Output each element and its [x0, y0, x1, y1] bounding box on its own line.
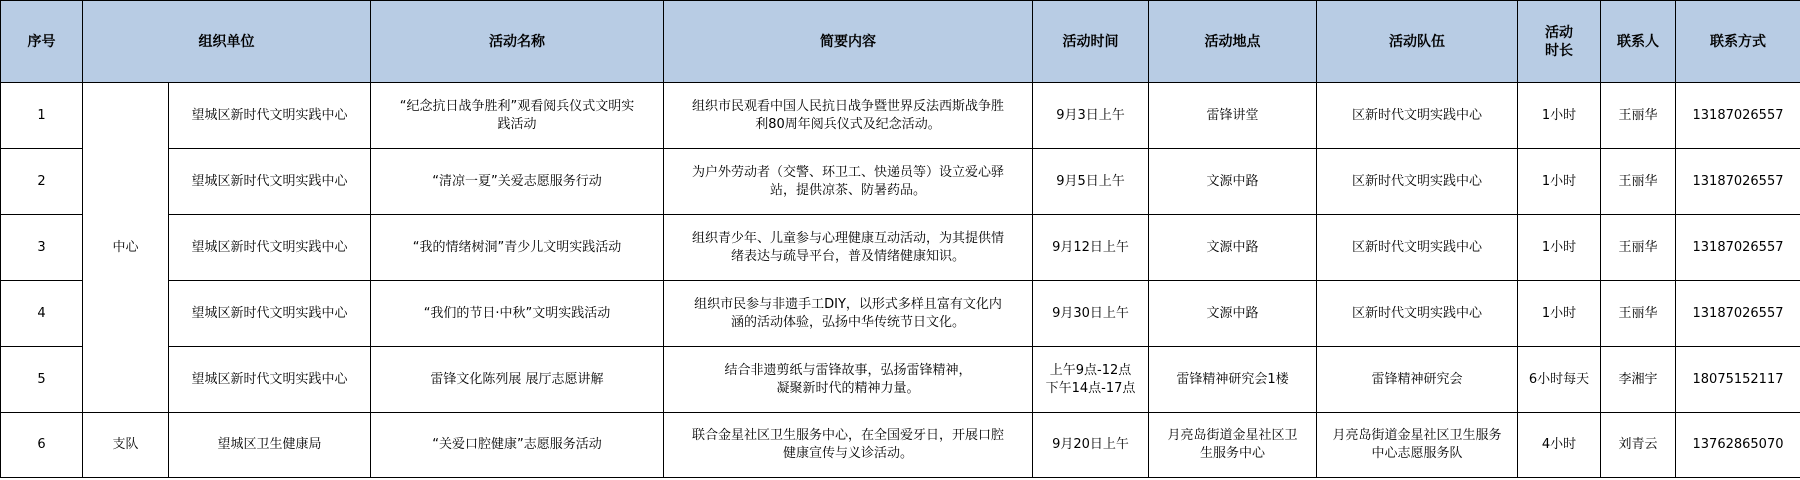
cell-content: [664, 281, 1033, 347]
cell-team-line2: 中心志愿服务队: [1371, 446, 1463, 461]
cell-duration: 4小时: [1518, 413, 1601, 478]
cell-content: [664, 83, 1033, 149]
cell-seq: 5: [1, 347, 83, 413]
cell-activity-name: [371, 83, 664, 149]
cell-content-line1: 为户外劳动者（交警、环卫工、快递员等）设立爱心驿: [691, 164, 1004, 180]
cell-activity-name: [371, 149, 664, 215]
cell-duration: 1小时: [1518, 281, 1601, 347]
cell-team-line1: 雷锋精神研究会: [1371, 371, 1463, 387]
header-row: [1, 1, 1800, 83]
cell-team: [1317, 215, 1518, 281]
cell-time-line1: 9月30日上午: [1052, 305, 1129, 321]
cell-place: [1149, 83, 1317, 149]
cell-time: [1033, 215, 1149, 281]
cell-org: 望城区新时代文明实践中心: [169, 149, 371, 215]
cell-activity-name-line1: “我们的节日·中秋”文明实践活动: [423, 305, 611, 321]
cell-org: 望城区新时代文明实践中心: [169, 215, 371, 281]
cell-group-center: 中心: [83, 83, 169, 413]
cell-activity-name-line1: “纪念抗日战争胜利”观看阅兵仪式文明实: [399, 98, 635, 114]
cell-place-line1: 雷锋精神研究会1楼: [1176, 371, 1289, 387]
cell-org: 望城区新时代文明实践中心: [169, 281, 371, 347]
cell-content-line2: 涵的活动体验，弘扬中华传统节日文化。: [730, 314, 965, 330]
cell-team-line1: 区新时代文明实践中心: [1351, 107, 1482, 123]
cell-time-line1: 9月3日上午: [1056, 107, 1125, 123]
header-time: 活动时间: [1033, 1, 1149, 83]
cell-seq: 6: [1, 413, 83, 478]
header-activity-name: 活动名称: [371, 1, 664, 83]
cell-content: [664, 149, 1033, 215]
cell-place-line1: 月亮岛街道金星社区卫: [1167, 428, 1298, 443]
cell-place: [1149, 281, 1317, 347]
cell-org: 望城区新时代文明实践中心: [169, 83, 371, 149]
cell-content: [664, 413, 1033, 478]
cell-phone: 13187026557: [1676, 281, 1800, 347]
cell-time-line1: 9月12日上午: [1052, 239, 1129, 255]
cell-duration: 6小时每天: [1518, 347, 1601, 413]
cell-time-line1: 9月5日上午: [1056, 173, 1125, 189]
cell-team-line1: 区新时代文明实践中心: [1351, 305, 1482, 321]
cell-contact: 刘青云: [1601, 413, 1676, 478]
table-row: [1, 215, 1800, 281]
cell-phone: 13762865070: [1676, 413, 1800, 478]
cell-activity-name: [371, 281, 664, 347]
cell-phone: 13187026557: [1676, 83, 1800, 149]
cell-team: [1317, 347, 1518, 413]
cell-contact: 李湘宇: [1601, 347, 1676, 413]
header-duration-line1: 活动: [1545, 24, 1573, 41]
cell-activity-name: [371, 413, 664, 478]
header-duration-line2: 时长: [1545, 42, 1573, 59]
cell-time: [1033, 83, 1149, 149]
cell-duration: 1小时: [1518, 149, 1601, 215]
cell-place-line1: 文源中路: [1206, 239, 1259, 255]
cell-time-line2: 下午14点-17点: [1045, 380, 1136, 396]
cell-content-line1: 组织青少年、儿童参与心理健康互动活动，为其提供情: [691, 230, 1004, 246]
cell-seq: 3: [1, 215, 83, 281]
header-team: 活动队伍: [1317, 1, 1518, 83]
cell-contact: 王丽华: [1601, 215, 1676, 281]
cell-place-line2: 生服务中心: [1199, 446, 1265, 461]
cell-content-line1: 联合金星社区卫生服务中心，在全国爱牙日，开展口腔: [691, 428, 1004, 443]
table-row: [1, 281, 1800, 347]
cell-contact: 王丽华: [1601, 149, 1676, 215]
cell-activity-name-line1: “我的情绪树洞”青少儿文明实践活动: [412, 239, 622, 255]
cell-phone: 13187026557: [1676, 215, 1800, 281]
cell-group-detachment: 支队: [83, 413, 169, 478]
cell-place-line1: 文源中路: [1206, 173, 1259, 189]
header-org: 组织单位: [83, 1, 371, 83]
table-row: [1, 83, 1800, 149]
cell-seq: 2: [1, 149, 83, 215]
cell-activity-name-line1: 雷锋文化陈列展 展厅志愿讲解: [430, 371, 604, 387]
cell-place: [1149, 149, 1317, 215]
cell-content: [664, 347, 1033, 413]
cell-team: [1317, 149, 1518, 215]
cell-duration: 1小时: [1518, 83, 1601, 149]
cell-team-line1: 区新时代文明实践中心: [1351, 239, 1482, 255]
cell-team: [1317, 413, 1518, 478]
header-phone: 联系方式: [1676, 1, 1800, 83]
cell-activity-name-line1: “清凉一夏”关爱志愿服务行动: [432, 173, 602, 189]
cell-place-line1: 雷锋讲堂: [1206, 107, 1259, 123]
cell-activity-name-line2: 践活动: [497, 116, 537, 132]
cell-content-line2: 绪表达与疏导平台，普及情绪健康知识。: [730, 248, 965, 264]
table-row: [1, 347, 1800, 413]
cell-team-line1: 区新时代文明实践中心: [1351, 173, 1482, 189]
cell-seq: 1: [1, 83, 83, 149]
table-row: [1, 413, 1800, 478]
cell-activity-name: [371, 347, 664, 413]
cell-place: [1149, 413, 1317, 478]
cell-time: [1033, 281, 1149, 347]
cell-place-line1: 文源中路: [1206, 305, 1259, 321]
cell-seq: 4: [1, 281, 83, 347]
cell-time: [1033, 413, 1149, 478]
cell-time: [1033, 347, 1149, 413]
cell-content-line2: 凝聚新时代的精神力量。: [776, 380, 920, 396]
cell-content-line2: 利80周年阅兵仪式及纪念活动。: [755, 116, 941, 132]
cell-org: 望城区卫生健康局: [169, 413, 371, 478]
cell-content: [664, 215, 1033, 281]
cell-team: [1317, 281, 1518, 347]
cell-org: 望城区新时代文明实践中心: [169, 347, 371, 413]
cell-place: [1149, 347, 1317, 413]
cell-contact: 王丽华: [1601, 281, 1676, 347]
cell-time-line1: 上午9点-12点: [1049, 362, 1132, 378]
cell-content-line2: 站，提供凉茶、防暑药品。: [769, 182, 926, 198]
header-contact: 联系人: [1601, 1, 1676, 83]
cell-phone: 13187026557: [1676, 149, 1800, 215]
cell-activity-name-line1: “关爱口腔健康”志愿服务活动: [432, 437, 602, 452]
header-seq: 序号: [1, 1, 83, 83]
cell-time-line1: 9月20日上午: [1052, 437, 1129, 452]
cell-team-line1: 月亮岛街道金星社区卫生服务: [1332, 428, 1502, 443]
header-content: 简要内容: [664, 1, 1033, 83]
cell-phone: 18075152117: [1676, 347, 1800, 413]
cell-place: [1149, 215, 1317, 281]
cell-content-line1: 结合非遗剪纸与雷锋故事，弘扬雷锋精神，: [724, 362, 972, 378]
cell-duration: 1小时: [1518, 215, 1601, 281]
cell-time: [1033, 149, 1149, 215]
cell-content-line1: 组织市民参与非遗手工DIY，以形式多样且富有文化内: [694, 296, 1002, 312]
header-duration: [1518, 1, 1601, 83]
cell-contact: 王丽华: [1601, 83, 1676, 149]
cell-content-line1: 组织市民观看中国人民抗日战争暨世界反法西斯战争胜: [691, 98, 1004, 114]
cell-activity-name: [371, 215, 664, 281]
cell-team: [1317, 83, 1518, 149]
table-row: [1, 149, 1800, 215]
header-place: 活动地点: [1149, 1, 1317, 83]
cell-content-line2: 健康宣传与义诊活动。: [782, 446, 913, 461]
